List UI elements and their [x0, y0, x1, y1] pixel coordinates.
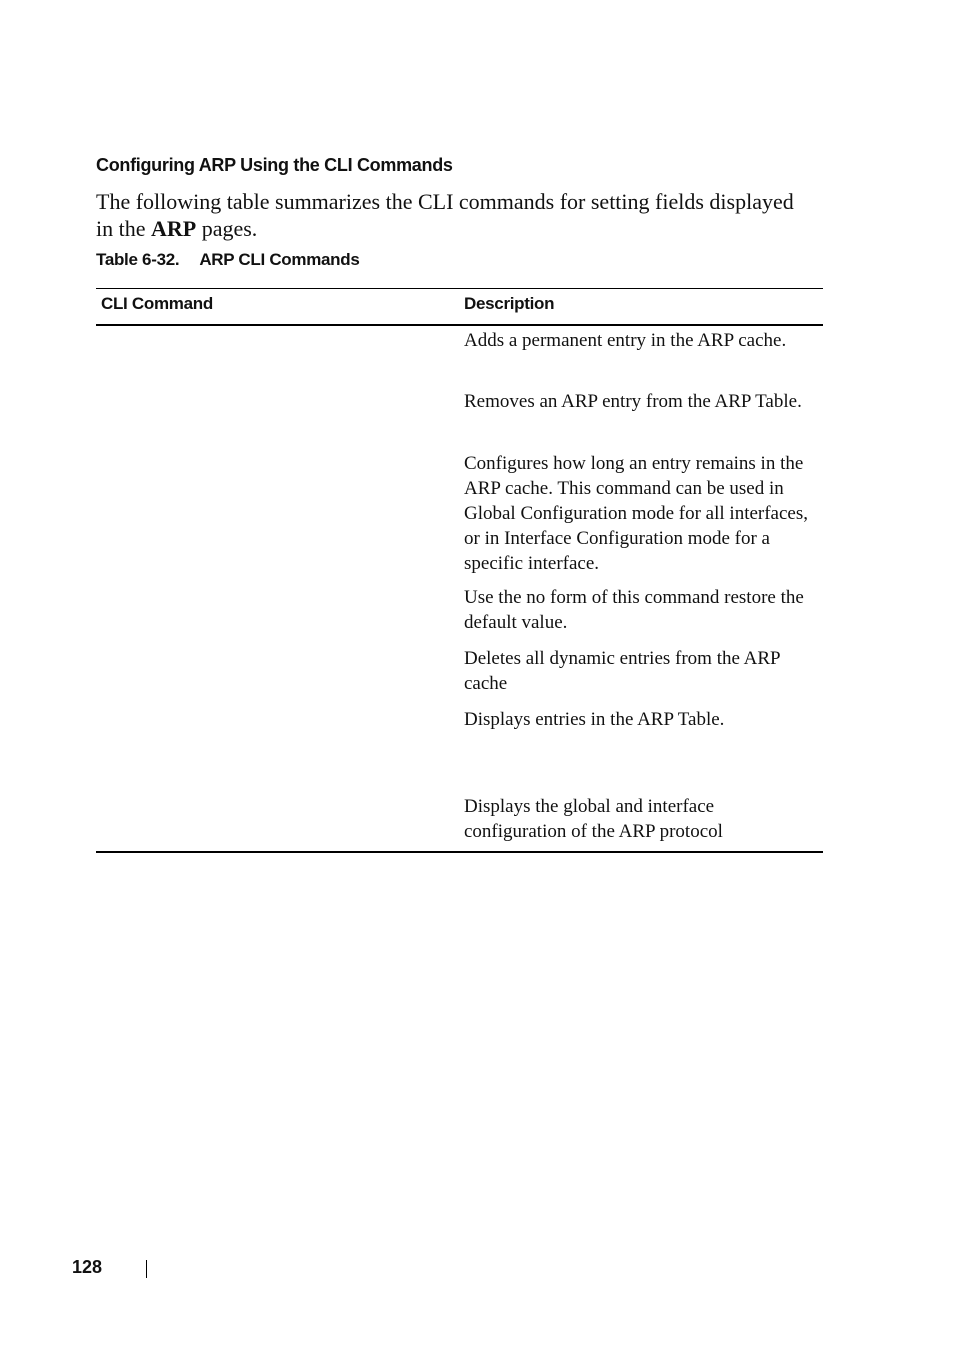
table-caption-number: Table 6-32.: [96, 250, 180, 269]
table-bottom-rule: [96, 851, 823, 853]
table-top-rule: [96, 288, 823, 289]
row-description: Displays entries in the ARP Table.: [464, 709, 725, 730]
row-description: Deletes all dynamic entries from the ARP cache: [464, 648, 780, 694]
table-caption: [96, 250, 360, 270]
intro-arp-bold: ARP: [151, 216, 197, 241]
column-header-cli-command: CLI Command: [101, 294, 213, 313]
row-description: Removes an ARP entry from the ARP Table.: [464, 391, 802, 412]
table-caption-title: ARP CLI Commands: [199, 250, 360, 269]
column-header-description: Description: [464, 294, 555, 313]
intro-paragraph: [96, 188, 796, 242]
page-number: 128: [72, 1257, 103, 1277]
page-divider: [146, 1260, 147, 1278]
row-description: Adds a permanent entry in the ARP cache.: [464, 330, 787, 351]
table-header-rule: [96, 324, 823, 326]
section-heading: Configuring ARP Using the CLI Commands: [96, 155, 453, 175]
row-description: Displays the global and interface configuration of the ARP protocol: [464, 796, 723, 842]
intro-text-start: The following table summarizes the CLI commands for setting fields displayed in the: [96, 189, 794, 241]
row-description: Use the no form of this command restore the default value.: [464, 587, 804, 633]
row-description: Configures how long an entry remains in the ARP cache. This command can be used in Global Configuration mode for all interfaces, or in Interface Configuration mode for a specific interface.: [464, 453, 809, 574]
intro-text-end: pages.: [196, 216, 258, 241]
